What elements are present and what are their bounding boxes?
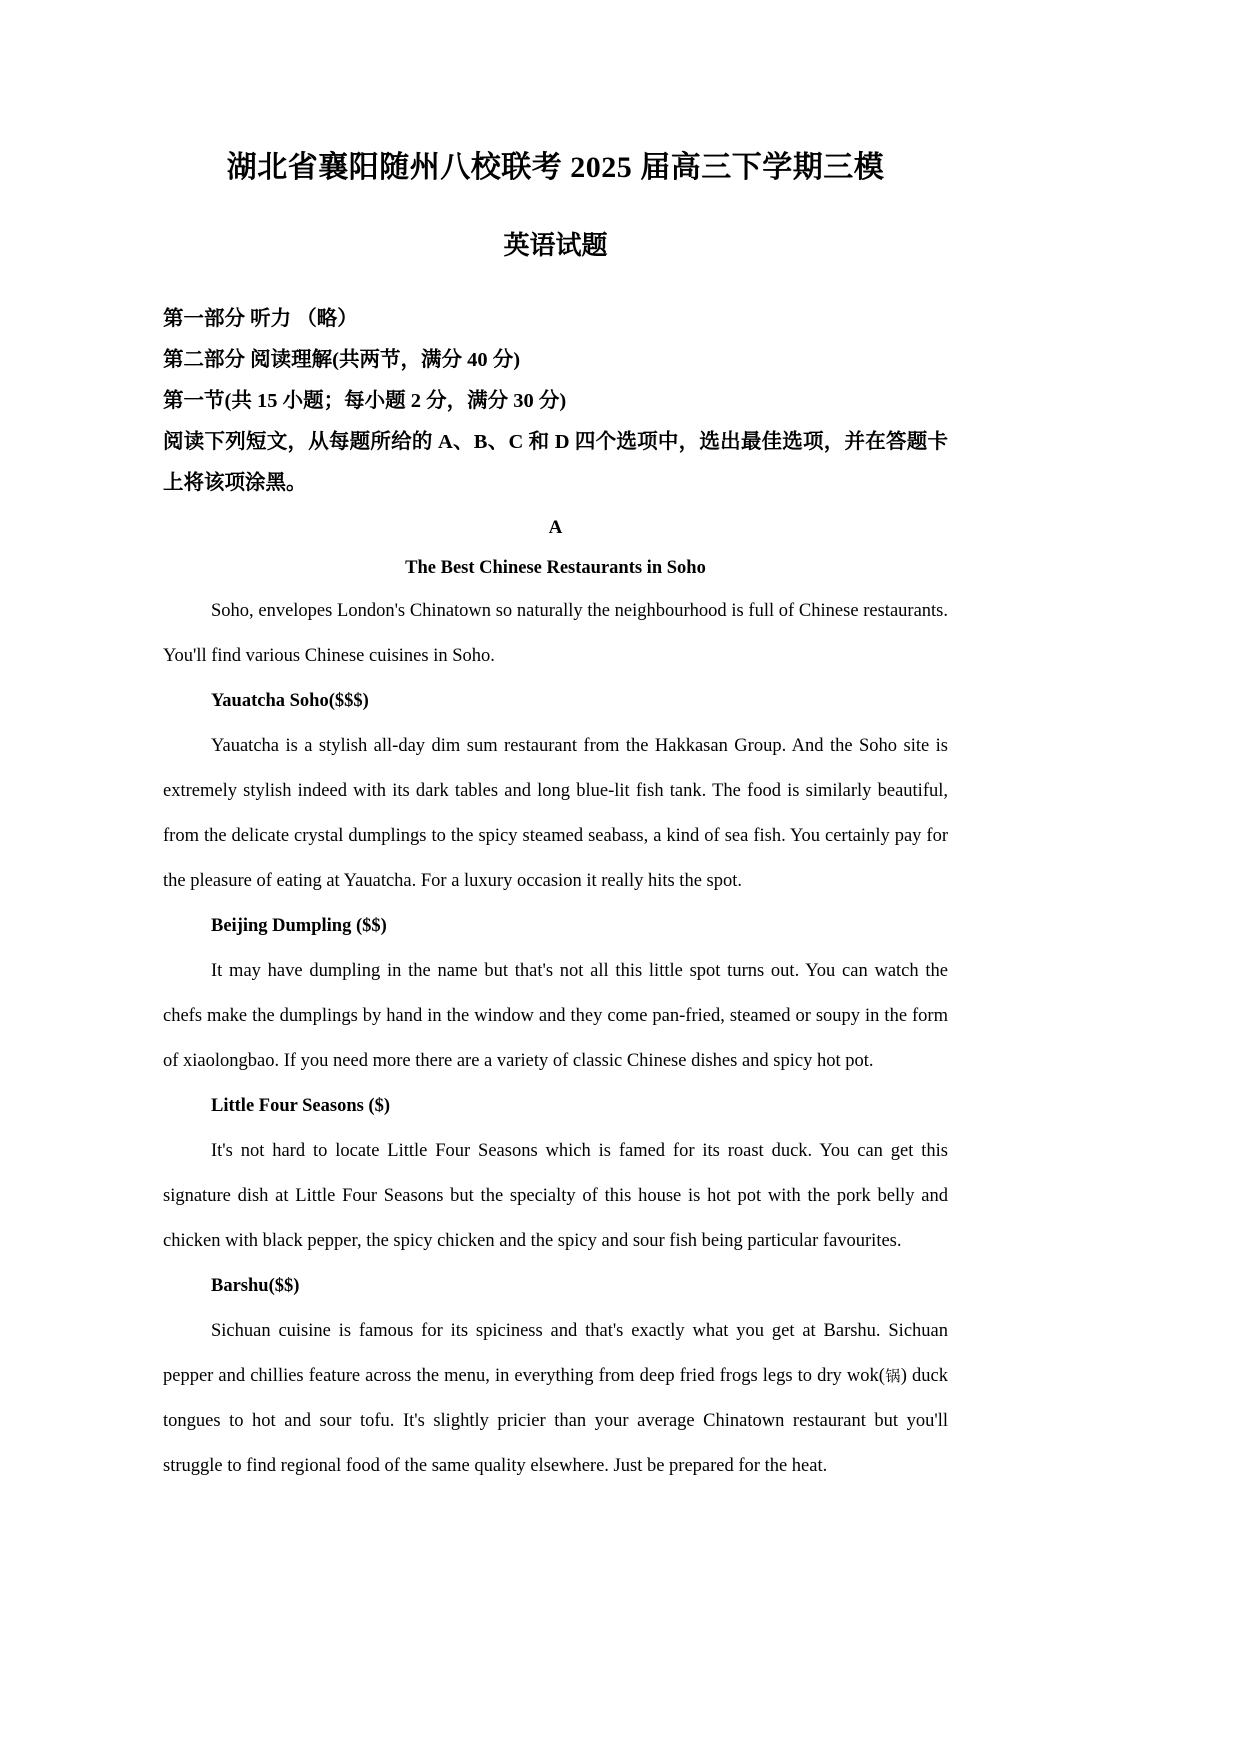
section-subsection-one: 第一节(共 15 小题；每小题 2 分，满分 30 分): [163, 390, 567, 413]
passage-letter: A: [548, 517, 563, 539]
barshu-body-chinese-gloss: 锅: [884, 1367, 901, 1386]
barshu-body-part-one: Sichuan cuisine is famous for its spiciness and that's exactly what you get at Barshu. Sichuan pepper and chillies feature across the menu, in everything from deep fried frogs legs to dry wok(: [163, 1321, 948, 1387]
restaurant-heading-beijing-dumpling: Beijing Dumpling ($$): [211, 916, 387, 937]
restaurant-heading-barshu: Barshu($$): [211, 1276, 300, 1297]
section-part-two-reading: 第二部分 阅读理解(共两节，满分 40 分): [163, 349, 521, 372]
document-body: [163, 0, 948, 1489]
restaurant-body-little-four-seasons: It's not hard to locate Little Four Seasons which is famed for its roast duck. You can get this signature dish at Little Four Seasons but the specialty of this house is hot pot with the pork belly and chicken with black pepper, the spicy chicken and the spicy and sour fish being particular favourites.: [163, 1141, 948, 1252]
restaurant-body-yauatcha: Yauatcha is a stylish all-day dim sum restaurant from the Hakkasan Group. And the Soho site is extremely stylish indeed with its dark tables and long blue-lit fish tank. The food is similarly beautiful, from the delicate crystal dumplings to the spicy steamed seabass, a kind of sea fish. You certainly pay for the pleasure of eating at Yauatcha. For a luxury occasion it really hits the spot.: [163, 736, 948, 892]
restaurant-body-beijing-dumpling: It may have dumpling in the name but that's not all this little spot turns out. You can watch the chefs make the dumplings by hand in the window and they come pan-fried, steamed or soupy in the form of xiaolongbao. If you need more there are a variety of classic Chinese dishes and spicy hot pot.: [163, 961, 948, 1072]
restaurant-heading-little-four-seasons: Little Four Seasons ($): [211, 1096, 391, 1117]
passage-intro-paragraph: Soho, envelopes London's Chinatown so naturally the neighbourhood is full of Chinese restaurants. You'll find various Chinese cuisines in Soho.: [163, 601, 948, 667]
section-instruction: 阅读下列短文，从每题所给的 A、B、C 和 D 四个选项中，选出最佳选项，并在答题卡上将该项涂黑。: [163, 431, 948, 495]
page-subtitle: 英语试题: [503, 231, 608, 260]
restaurant-heading-yauatcha: Yauatcha Soho($$$): [211, 691, 369, 712]
section-part-one-listening: 第一部分 听力 （略）: [163, 308, 358, 331]
barshu-body-part-two: ) duck tongues to hot and sour tofu. It's slightly pricier than your average Chinatown restaurant but you'll struggle to find regional food of the same quality elsewhere. Just be prepared for the heat.: [163, 1366, 948, 1477]
restaurant-body-barshu: [163, 1309, 948, 1489]
page-title: 湖北省襄阳随州八校联考 2025 届高三下学期三模: [226, 151, 885, 184]
passage-title: The Best Chinese Restaurants in Soho: [405, 558, 706, 579]
